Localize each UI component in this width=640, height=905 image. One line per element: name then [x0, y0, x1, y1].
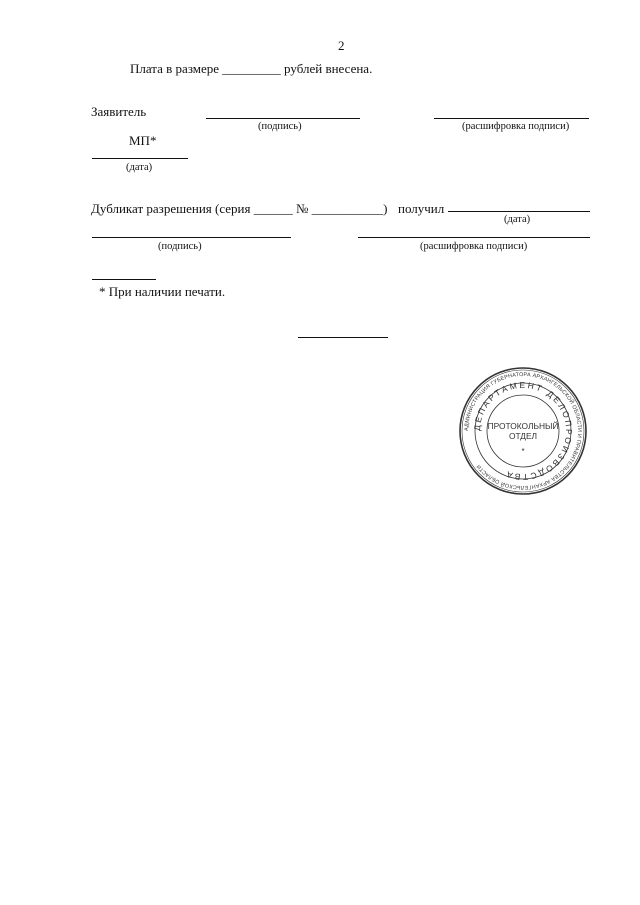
applicant-signature-line	[206, 118, 360, 119]
duplicate-blank-number: ___________	[311, 201, 384, 216]
applicant-date-caption: (дата)	[126, 162, 153, 173]
end-line	[298, 337, 388, 338]
duplicate-signature-line	[92, 237, 291, 238]
seal-center-line1: ПРОТОКОЛЬНЫЙ	[487, 421, 559, 431]
payment-suffix: рублей внесена.	[284, 61, 373, 76]
duplicate-number-sign: №	[295, 201, 309, 216]
duplicate-decoding-caption: (расшифровка подписи)	[420, 241, 528, 252]
applicant-label: Заявитель	[91, 104, 147, 119]
seal-center-line2: ОТДЕЛ	[508, 431, 538, 441]
payment-blank: _________	[222, 61, 281, 76]
payment-prefix: Плата в размере	[130, 61, 220, 76]
duplicate-text-b: )	[383, 201, 388, 216]
applicant-signature-caption: (подпись)	[258, 121, 302, 132]
duplicate-line	[91, 201, 387, 217]
duplicate-text-a: Дубликат разрешения (серия	[91, 201, 251, 216]
seal-star-icon: *	[521, 447, 525, 456]
seal-inner-text: ДЕПАРТАМЕНТ ДЕЛОПРОИЗВОДСТВА	[471, 379, 575, 483]
seal-label: МП*	[129, 133, 157, 148]
duplicate-date-caption: (дата)	[504, 214, 531, 225]
duplicate-signature-caption: (подпись)	[158, 241, 202, 252]
duplicate-blank-series: ______	[253, 201, 293, 216]
applicant-decoding-line	[434, 118, 589, 119]
footnote-separator	[92, 279, 156, 280]
seal-outer-text: АДМИНИСТРАЦИЯ ГУБЕРНАТОРА АРХАНГЕЛЬСКОЙ ОБЛАСТИ И ПРАВИТЕЛЬСТВА АРХАНГЕЛЬСКОЙ ОБЛАСТИ	[463, 371, 583, 491]
page-number: 2	[338, 38, 345, 53]
payment-line	[130, 61, 372, 77]
footnote: * При наличии печати.	[99, 284, 226, 299]
applicant-decoding-caption: (расшифровка подписи)	[462, 121, 570, 132]
duplicate-received: получил	[398, 201, 445, 216]
duplicate-date-line	[448, 211, 590, 212]
applicant-date-line	[92, 158, 188, 159]
official-seal	[458, 366, 588, 496]
duplicate-decoding-line	[358, 237, 590, 238]
